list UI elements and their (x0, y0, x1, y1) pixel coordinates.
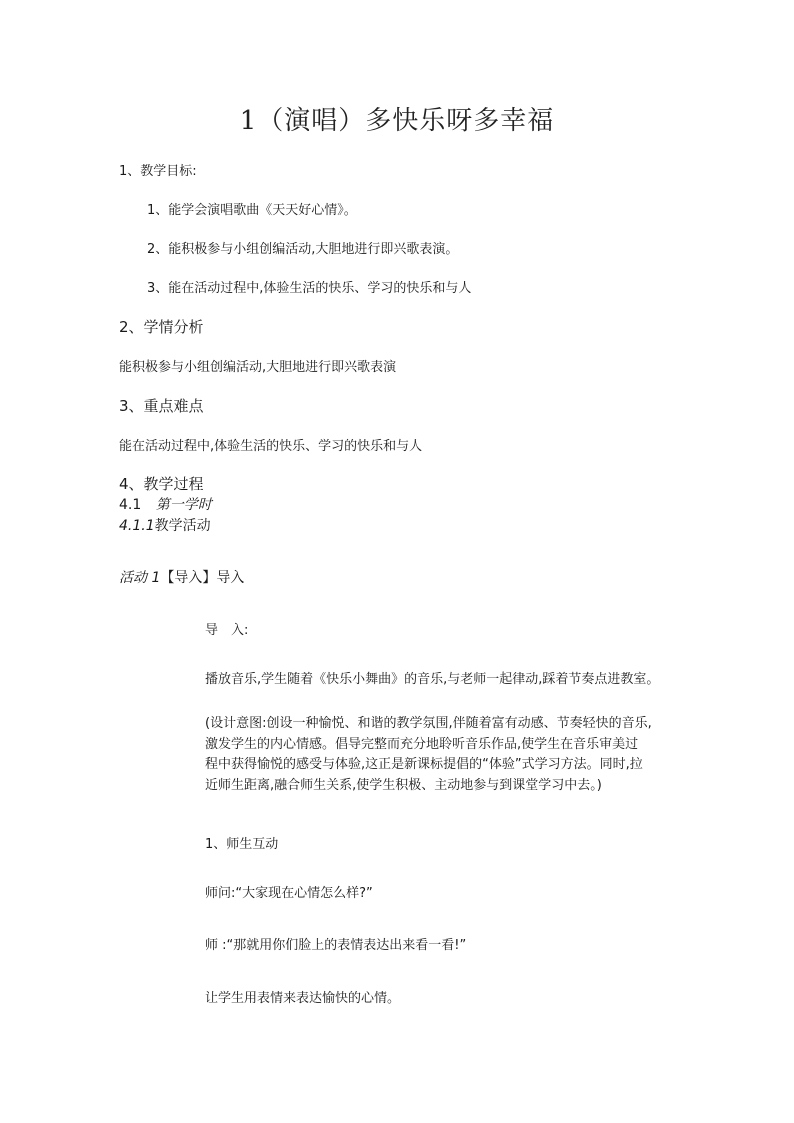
activity-tag: 【导入】导入 (160, 570, 245, 586)
objective-item-3: 3、能在活动过程中,体验生活的快乐、学习的快乐和与人 (147, 281, 472, 296)
section-4-heading: 4、教学过程 (119, 475, 204, 493)
section-2-heading: 2、学情分析 (119, 318, 204, 336)
step-1-heading: 1、师生互动 (205, 837, 279, 852)
play-music-text: 播放音乐,学生随着《快乐小舞曲》的音乐,与老师一起律动,踩着节奏点进教室。 (205, 672, 660, 687)
subsection-4-1-1-label: 教学活动 (154, 518, 211, 534)
design-intent-line-2: 激发学生的内心情感。倡导完整而充分地聆听音乐作品,使学生在音乐审美过 (205, 736, 639, 752)
section-3-heading: 3、重点难点 (119, 397, 204, 415)
intro-label: 导 入: (205, 623, 249, 638)
section-1-heading: 1、教学目标: (119, 164, 197, 179)
design-intent-line-3: 程中获得愉悦的感受与体验,这正是新课标提倡的“体验”式学习方法。同时,拉 (205, 757, 643, 772)
page-title: 1（演唱）多快乐呀多幸福 (239, 106, 555, 136)
objective-item-2: 2、能积极参与小组创编活动,大胆地进行即兴歌表演。 (147, 242, 459, 257)
design-intent-line-1: (设计意图:创设一种愉悦、和谐的教学氛围,伴随着富有动感、节奏轻快的音乐, (205, 716, 652, 731)
teacher-question-1: 师问:“大家现在心情怎么样?” (205, 886, 373, 901)
subsection-4-1-1-number: 4.1.1 (119, 518, 155, 534)
subsection-4-1-number: 4.1 (119, 497, 142, 513)
section-3-text: 能在活动过程中,体验生活的快乐、学习的快乐和与人 (119, 439, 423, 454)
design-intent-paragraph (205, 714, 695, 796)
subsection-4-1-1 (119, 515, 211, 535)
subsection-4-1 (119, 494, 212, 514)
student-instruction: 让学生用表情来表达愉快的心情。 (205, 991, 401, 1006)
objective-item-1: 1、能学会演唱歌曲《天天好心情》。 (147, 203, 357, 218)
activity-label: 活动 1 (119, 570, 161, 586)
teacher-question-2: 师 :“那就用你们脸上的表情表达出来看一看!” (205, 938, 467, 953)
design-intent-line-4: 近师生距离,融合师生关系,使学生积极、主动地参与到课堂学习中去。) (205, 777, 602, 793)
activity-1-heading (119, 567, 244, 587)
section-2-text: 能积极参与小组创编活动,大胆地进行即兴歌表演 (119, 360, 397, 375)
subsection-4-1-label: 第一学时 (155, 497, 212, 513)
